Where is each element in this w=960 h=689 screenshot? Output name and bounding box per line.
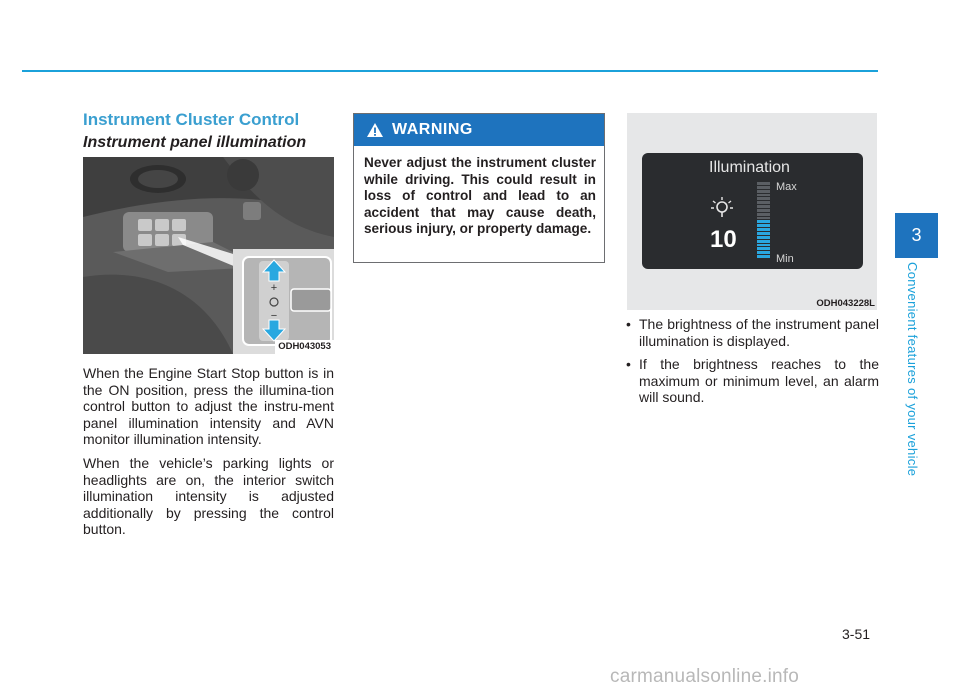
warning-icon [366, 122, 384, 138]
warning-title: WARNING [392, 121, 473, 138]
body-text [83, 365, 334, 545]
level-segment [757, 182, 770, 185]
illumination-screen [642, 153, 863, 269]
illumination-level: 10 [710, 226, 737, 253]
warning-header [354, 114, 604, 146]
level-segment [757, 213, 770, 216]
level-segment [757, 247, 770, 250]
top-rule [22, 70, 878, 72]
watermark: carmanualsonline.info [610, 666, 800, 687]
chapter-tab: 3 [895, 213, 938, 258]
bullet-item: • If the brightness reaches to the maximum or minimum level, an alarm will sound. [625, 356, 879, 406]
body-paragraph: When the Engine Start Stop button is in the ON position, press the illumina-tion control button to adjust the instru-ment panel illumination intensity and AVN monitor illumination intensity. [83, 365, 334, 448]
body-paragraph: When the vehicle’s parking lights or headlights are on, the interior switch illumination intensity is adjusted additionally by pressing the control button. [83, 454, 334, 538]
level-segment [757, 194, 770, 197]
level-segment [757, 220, 770, 223]
svg-text:−: − [270, 310, 278, 322]
level-segment [757, 228, 770, 231]
dashboard-illustration [83, 157, 334, 354]
level-segment [757, 255, 770, 258]
illumination-level-bar [757, 182, 770, 258]
level-segment [757, 244, 770, 247]
level-segment [757, 240, 770, 243]
level-segment [757, 186, 770, 189]
svg-text:+: + [270, 282, 278, 294]
cluster-illustration [627, 113, 877, 310]
max-label: Max [776, 181, 797, 193]
level-segment [757, 217, 770, 220]
level-segment [757, 251, 770, 254]
chapter-title: Convenient features of your vehicle [905, 262, 920, 477]
cluster-label: ODH043228L [816, 298, 875, 309]
level-segment [757, 236, 770, 239]
level-segment [757, 197, 770, 200]
sub-title: Instrument panel illumination [83, 134, 307, 151]
bullet-item: • The brightness of the instrument panel illumination is displayed. [625, 316, 879, 349]
level-segment [757, 205, 770, 208]
page-number: 3-51 [842, 626, 871, 642]
level-segment [757, 201, 770, 204]
dashboard-photo [83, 157, 334, 354]
photo-label: ODH043053 [275, 340, 334, 354]
screen-title: Illumination [709, 159, 790, 176]
section-title: Instrument Cluster Control [83, 110, 300, 129]
level-segment [757, 224, 770, 227]
level-segment [757, 209, 770, 212]
warning-text: Never adjust the instrument cluster while driving. This could result in loss of control and lead to an accident that may cause death, serious injury, or property damage. [364, 155, 596, 237]
level-segment [757, 232, 770, 235]
illumination-icon [709, 195, 735, 221]
bullet-list [625, 316, 879, 413]
level-segment [757, 190, 770, 193]
warning-box [353, 113, 605, 263]
min-label: Min [776, 253, 794, 265]
